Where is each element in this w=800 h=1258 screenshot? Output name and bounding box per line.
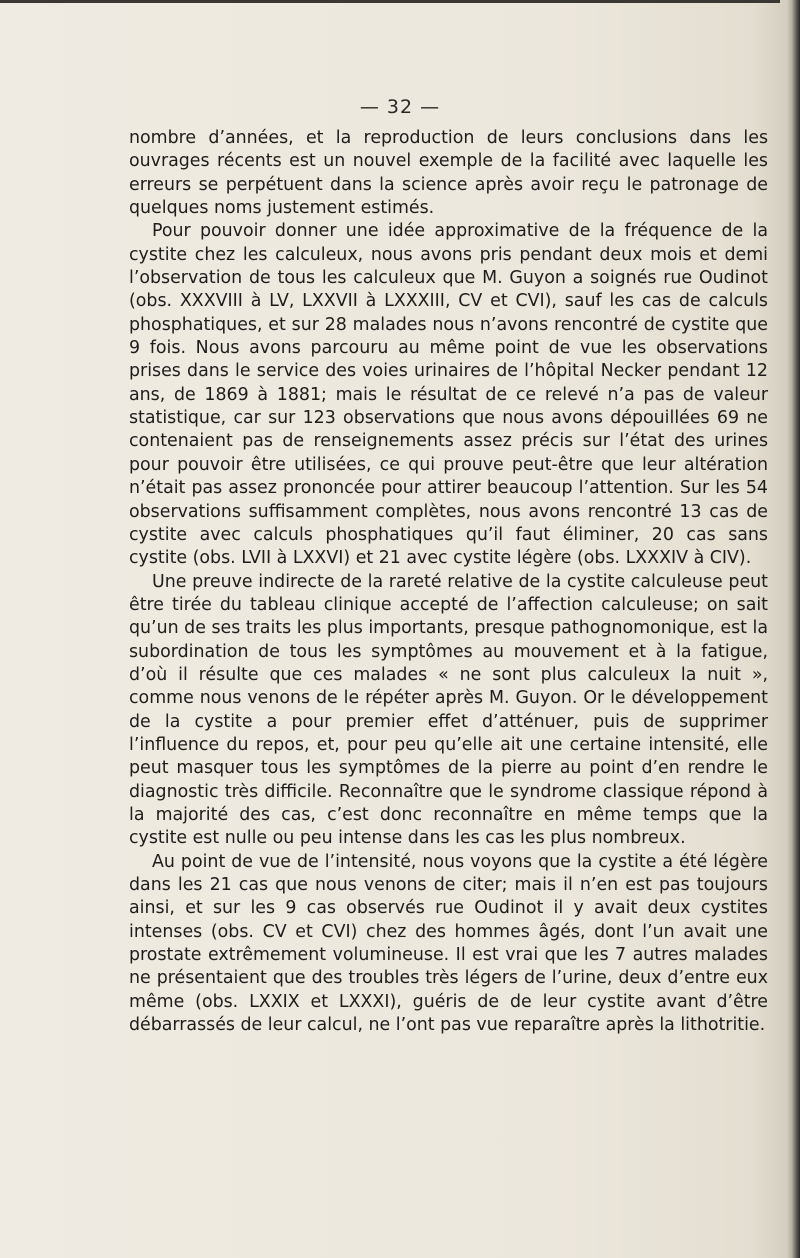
page-number: — 32 — — [359, 96, 441, 118]
body-text — [129, 127, 768, 1037]
paragraph-continuation: nombre d’années, et la reproduction de leurs conclusions dans les ouvrages récents est un nouvel exemple de la facilité avec laquelle les erreurs se perpétuent dans la science après avoir reçu le patronage de quelques noms justement estimés. — [129, 128, 768, 219]
paragraph-indirect-proof: Une preuve indirecte de la rareté relative de la cystite calculeuse peut être tirée du tableau clinique accepté de l’affection calculeuse; on sait qu’un de ses traits les plus importants, presque pathognomonique, est la subordination de tous les symptômes au mouvement et à la fatigue, d’où il résulte que ces malades « ne sont plus calculeux la nuit », comme nous venons de le répéter après M. Guyon. Or le développement de la cystite a pour premier effet d’atténuer, puis de supprimer l’influence du repos, et, pour peu qu’elle ait une certaine intensité, elle peut masquer tous les symptômes de la pierre au point d’en rendre le diagnostic très difficile. Reconnaître que le syndrome classique répond à la majorité des cas, c’est donc reconnaître en même temps que la cystite est nulle ou peu intense dans les cas les plus nombreux. — [129, 571, 768, 849]
paragraph-intensity: Au point de vue de l’intensité, nous voyons que la cystite a été légère dans les 21 cas que nous venons de citer; mais il n’en est pas toujours ainsi, et sur les 9 cas observés rue Oudinot il y avait deux cystites intenses (obs. CV et CVI) chez des hommes âgés, dont l’un avait une prostate extrêmement volumineuse. Il est vrai que les 7 autres malades ne présentaient que des troubles très légers de l’urine, deux d’entre eux même (obs. LXXIX et LXXXI), guéris de de leur cystite avant d’être débarrassés de leur calcul, ne l’ont pas vue reparaître après la lithotritie. — [129, 851, 768, 1036]
paragraph-frequency: Pour pouvoir donner une idée approximative de la fréquence de la cystite chez les calculeux, nous avons pris pendant deux mois et demi l’observation de tous les calculeux que M. Guyon a soignés rue Oudinot (obs. XXXVIII à LV, LXXVII à LXXXIII, CV et CVI), sauf les cas de calculs phosphatiques, et sur 28 malades nous n’avons rencontré de cystite que 9 fois. Nous avons parcouru au même point de vue les observations prises dans le service des voies urinaires de l’hôpital Necker pendant 12 ans, de 1869 à 1881; mais le résultat de ce relevé n’a pas de valeur statistique, car sur 123 observations que nous avons dépouillées 69 ne contenaient pas de renseignements assez précis sur l’état des urines pour pouvoir être utilisées, ce qui prouve peut-être que leur altération n’était pas assez prononcée pour attirer beaucoup l’attention. Sur les 54 observations suffisamment complètes, nous avons rencontré 13 cas de cystite avec calculs phosphatiques qu’il faut éliminer, 20 cas sans cystite (obs. LVII à LXXVI) et 21 avec cystite légère (obs. LXXXIV à CIV). — [129, 221, 768, 569]
page-edge-shadow — [786, 0, 800, 1258]
top-border-rule — [0, 0, 780, 3]
